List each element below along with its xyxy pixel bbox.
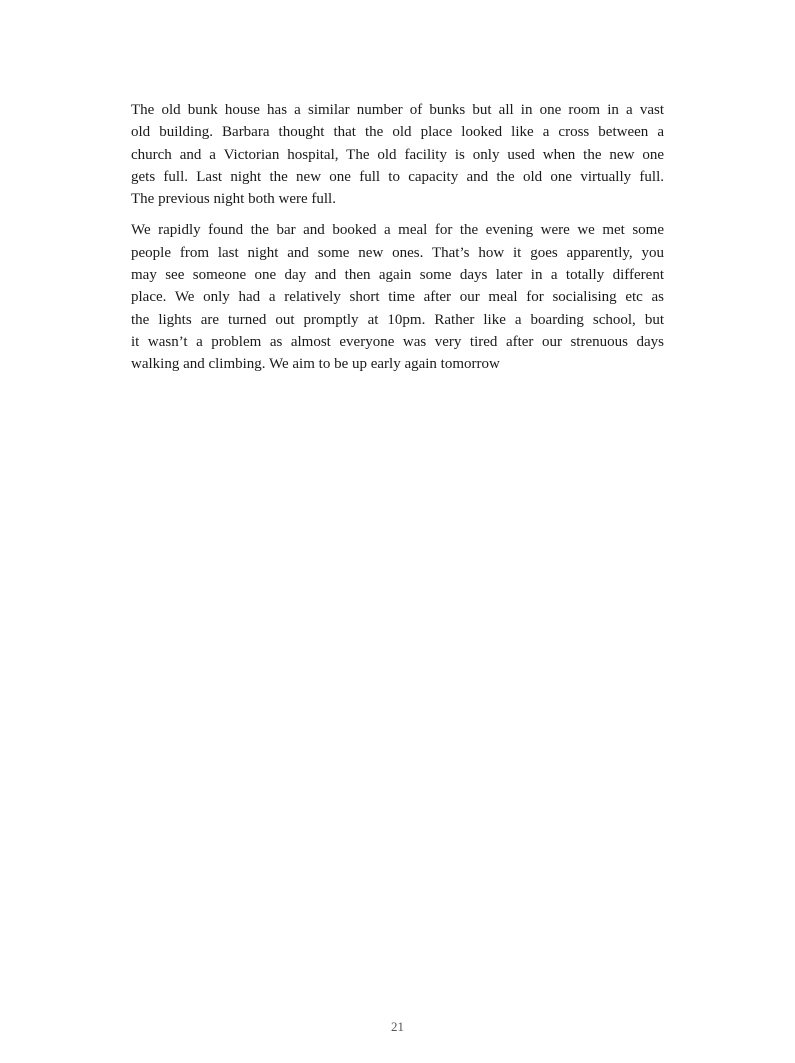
paragraph-bar-and-meal — [131, 219, 664, 375]
text-line: walking and climbing. We aim to be up early again tomorrow — [131, 356, 500, 373]
text-line: gets full. Last night the new one full to capacity and the old one virtually full. — [131, 168, 664, 185]
paragraph-bunk-house — [131, 99, 664, 210]
text-line: We rapidly found the bar and booked a meal for the evening were we met some — [131, 222, 664, 239]
text-line: church and a Victorian hospital, The old facility is only used when the new one — [131, 146, 664, 163]
text-line: The previous night both were full. — [131, 191, 336, 208]
text-line: place. We only had a relatively short time after our meal for socialising etc as — [131, 289, 664, 306]
text-line: people from last night and some new ones. That’s how it goes apparently, you — [131, 244, 664, 261]
text-line: it wasn’t a problem as almost everyone was very tired after our strenuous days — [131, 333, 664, 350]
text-line: The old bunk house has a similar number of bunks but all in one room in a vast — [131, 102, 664, 118]
page-number: 21 — [391, 1019, 404, 1034]
text-line: old building. Barbara thought that the old place looked like a cross between a — [131, 124, 664, 141]
body-text — [131, 99, 664, 385]
text-line: the lights are turned out promptly at 10pm. Rather like a boarding school, but — [131, 311, 664, 328]
text-line: may see someone one day and then again some days later in a totally different — [131, 267, 664, 284]
